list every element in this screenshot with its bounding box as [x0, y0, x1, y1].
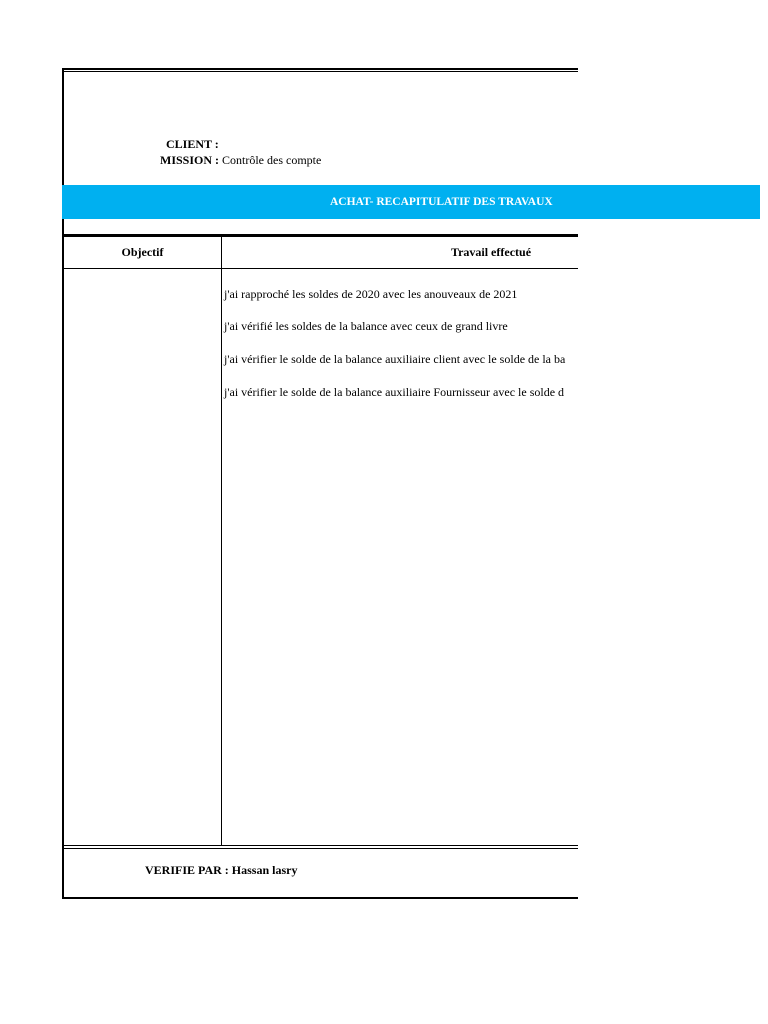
verified-by-label: VERIFIE PAR :: [145, 863, 229, 877]
sheet-bottom-border: [62, 897, 578, 899]
footer-top-border-inner: [62, 848, 578, 849]
table-header-bottom-border: [62, 268, 578, 269]
work-done-cell: [222, 270, 578, 845]
work-item: j'ai vérifier le solde de la balance auxiliaire client avec le solde de la ba: [224, 352, 566, 366]
column-header-travail: Travail effectué: [450, 245, 532, 259]
mission-line: [160, 153, 321, 167]
verified-by: [145, 863, 297, 877]
sheet-top-border-inner: [62, 71, 578, 72]
work-item: j'ai vérifier le solde de la balance auxiliaire Fournisseur avec le solde d: [224, 385, 565, 399]
client-line: [166, 137, 219, 151]
column-header-objectif: Objectif: [121, 245, 164, 259]
column-header-travail-clip: [222, 236, 578, 268]
mission-value: Contrôle des compte: [222, 153, 322, 167]
banner-title: ACHAT- RECAPITULATIF DES TRAVAUX: [330, 196, 553, 208]
footer-top-border: [62, 845, 578, 846]
sheet-top-border: [62, 68, 578, 70]
mission-label: MISSION :: [160, 153, 220, 167]
client-label: CLIENT :: [166, 137, 219, 151]
work-item: j'ai vérifié les soldes de la balance avec ceux de grand livre: [224, 319, 508, 333]
work-item: j'ai rapproché les soldes de 2020 avec les anouveaux de 2021: [224, 287, 518, 301]
verified-by-value: Hassan lasry: [231, 863, 298, 877]
